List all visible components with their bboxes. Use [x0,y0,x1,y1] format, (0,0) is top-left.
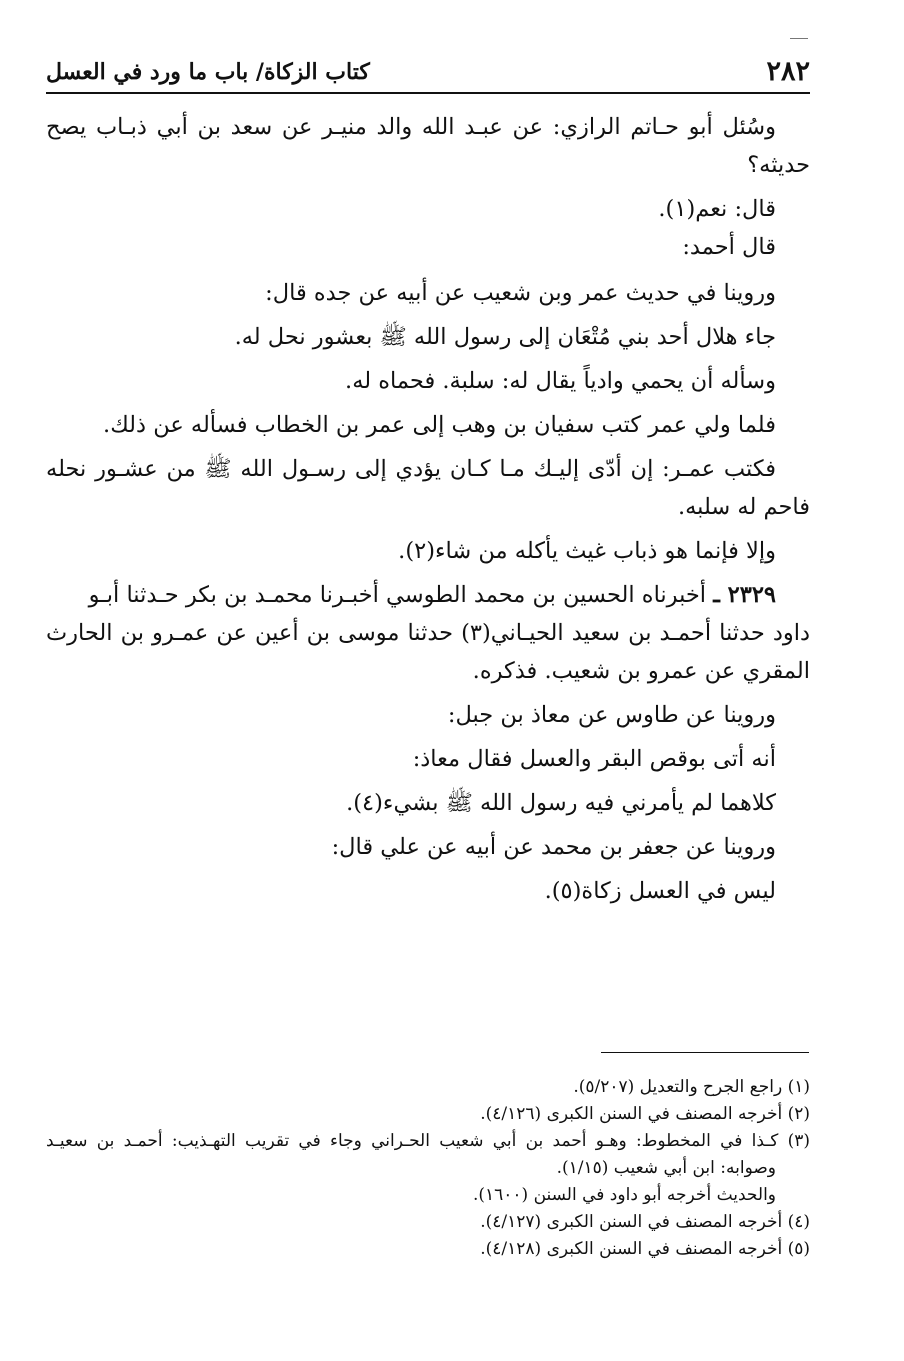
text-line: جاء هلال أحد بني مُتْعَان إلى رسول الله ﷺ بعشور نحل له. [234,324,776,350]
hadith-first-line [46,576,810,614]
text-line: وإلا فإنما هو ذباب غيث يأكله من شاء(٢). [398,538,776,564]
hadith-text: أخبرناه الحسين بن محمد الطوسي أخبـرنا محمـد بن بكر حـدثنا أبـو [88,582,707,608]
text-line: قال: نعم(١). [658,196,776,222]
text-line: فاحم له سلبه. [677,494,810,520]
text-line: وروينا في حديث عمر وبن شعيب عن أبيه عن جده قال: [265,280,776,306]
footnote: (٤) أخرجه المصنف في السنن الكبرى (٤/١٢٧). [480,1212,810,1232]
text-line: المقري عن عمرو بن شعيب. فذكره. [472,658,810,684]
text-line: قال أحمد: [682,234,776,260]
text-line: وروينا عن طاوس عن معاذ بن جبل: [447,702,776,728]
text-line: أنه أتى بوقص البقر والعسل فقال معاذ: [412,746,776,772]
footnote-separator [601,1052,809,1053]
text-line: فكتب عمـر: إن أدّى إليـك مـا كـان يؤدي إلى رسـول الله ﷺ من عشـور نحله [46,456,776,482]
chapter-title: كتاب الزكاة/ باب ما ورد في العسل [46,59,370,85]
footnote-continuation: وصوابه: ابن أبي شعيب (١/١٥). [556,1158,776,1178]
footnotes [46,1074,810,1263]
text-line: ليس في العسل زكاة(٥). [544,878,776,904]
text-line: فلما ولي عمر كتب سفيان بن وهب إلى عمر بن الخطاب فسأله عن ذلك. [103,412,776,438]
footnote: (٥) أخرجه المصنف في السنن الكبرى (٤/١٢٨). [480,1239,810,1259]
text-line: كلاهما لم يأمرني فيه رسول الله ﷺ بشيء(٤). [346,790,776,816]
main-text [46,108,810,910]
page-number: ٢٨٢ [766,56,810,87]
text-line: داود حدثنا أحمـد بن سعيد الحيـاني(٣) حدثنا موسى بن أعين عن عمـرو بن الحارث [46,620,810,646]
text-line: وسأله أن يحمي وادياً يقال له: سلبة. فحماه له. [345,368,776,394]
footnote: (٢) أخرجه المصنف في السنن الكبرى (٤/١٢٦). [480,1104,810,1124]
text-line: وسُئل أبو حـاتم الرازي: عن عبـد الله والد منيـر عن سعد بن أبي ذبـاب يصح [46,114,776,140]
running-header [46,54,810,94]
footnote-continuation: والحديث أخرجه أبو داود في السنن (١٦٠٠). [472,1185,776,1205]
text-line: وروينا عن جعفر بن محمد عن أبيه عن علي قال: [331,834,776,860]
top-margin-mark [790,38,808,39]
hadith-number: ٢٣٢٩ ـ [713,582,776,608]
footnote: (٣) كـذا في المخطوط: وهـو أحمد بن أبي شعيب الحـراني وجاء في تقريب التهـذيب: أحمـد بن سعيـد [46,1131,810,1151]
text-line: حديثه؟ [747,152,810,178]
footnote: (١) راجع الجرح والتعديل (٥/٢٠٧). [573,1077,810,1097]
